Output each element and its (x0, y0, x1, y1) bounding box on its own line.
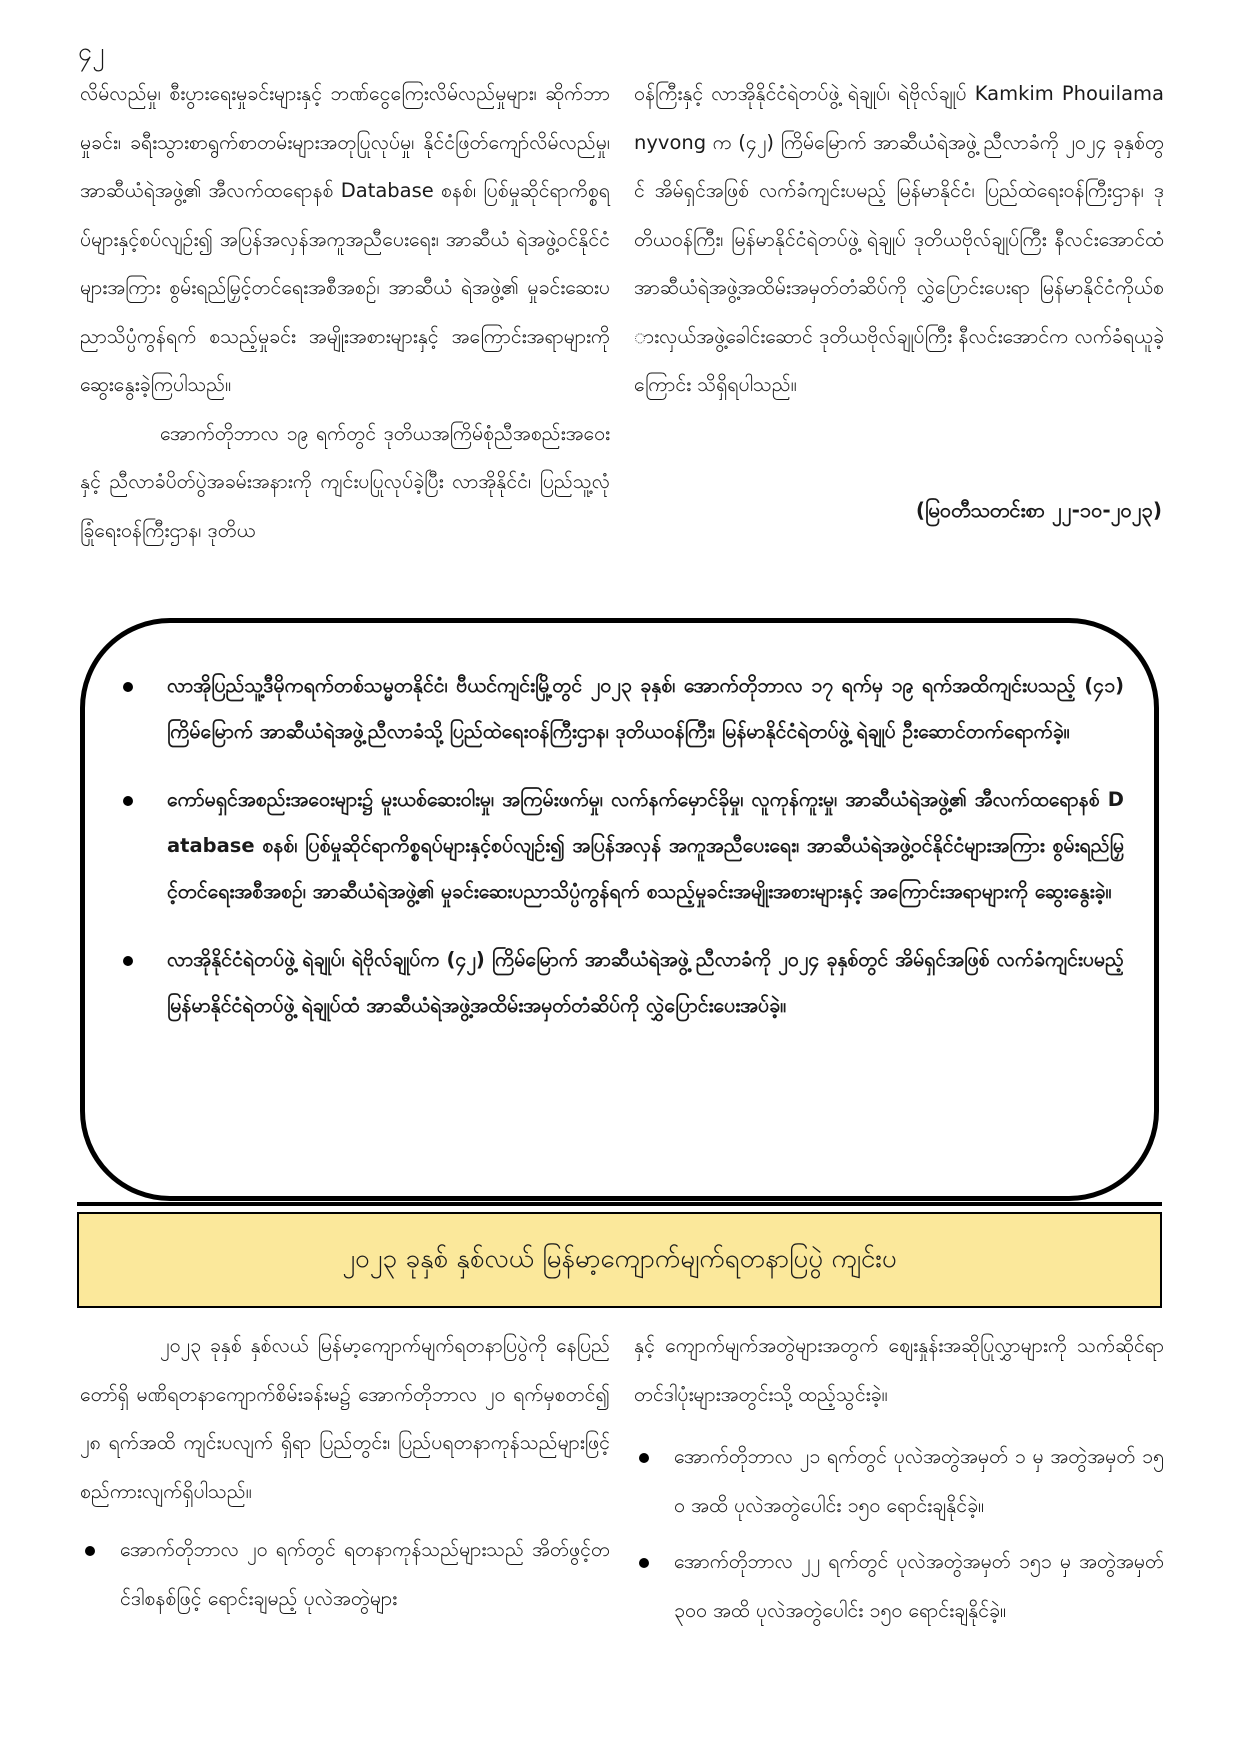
list-item-text: အောက်တိုဘာလ ၂၂ ရက်တွင် ပုလဲအတွဲအမှတ် ၁၅၁ မှ အတွဲအမှတ် ၃၀၀ အထိ ပုလဲအတွဲပေါင်း ၁၅၀ ရောင်းချနိုင်ခဲ့။ (674, 1550, 1164, 1622)
bottom-left-column (80, 1322, 610, 1631)
bullet-icon (123, 956, 133, 966)
page-number: ၄၂ (78, 37, 105, 66)
body-paragraph: ၂၀၂၃ ခုနှစ် နှစ်လယ် မြန်မာ့ကျောက်မျက်ရတနာပြပွဲကို နေပြည်တော်ရှိ မဏိရတနာကျောက်စိမ်းခန်းမ၌ အောက်တိုဘာလ ၂၀ ရက်မှစတင်၍ ၂၈ ရက်အထိ ကျင်းပလျက် ရှိရာ ပြည်တွင်း၊ ပြည်ပရတနာကုန်သည်များဖြင့် စည်ကားလျက်ရှိပါသည်။ (80, 1334, 610, 1503)
section-heading: ၂၀၂၃ ခုနှစ် နှစ်လယ် မြန်မာ့ကျောက်မျက်ရတနာပြပွဲ ကျင်းပ (77, 1212, 1162, 1308)
bullet-icon (123, 796, 133, 806)
list-item (634, 1433, 1164, 1530)
top-right-column (634, 70, 1164, 410)
summary-item (115, 937, 1124, 1029)
bullet-icon (639, 1558, 649, 1568)
bullet-list (634, 1433, 1164, 1635)
top-left-column (80, 70, 610, 555)
section-heading-band (77, 1202, 1162, 1312)
summary-text: လာအိုနိုင်ငံရဲတပ်ဖွဲ့ ရဲချုပ်၊ ရဲဗိုလ်ချုပ်က (၄၂) ကြိမ်မြောက် အာဆီယံရဲအဖွဲ့ ညီလာခံကို ၂၀၂၄ ခုနှစ်တွင် အိမ်ရှင်အဖြစ် လက်ခံကျင်းပမည့် မြန်မာနိုင်ငံရဲတပ်ဖွဲ့ ရဲချုပ်ထံ အာဆီယံရဲအဖွဲ့အထိမ်းအမှတ်တံဆိပ်ကို လွှဲပြောင်းပေးအပ်ခဲ့။ (167, 948, 1124, 1017)
summary-text: လာအိုပြည်သူ့ဒီမိုကရက်တစ်သမ္မတနိုင်ငံ၊ ဗီယင်ကျင်းမြို့တွင် ၂၀၂၃ ခုနှစ်၊ အောက်တိုဘာလ ၁၇ ရက်မှ ၁၉ ရက်အထိကျင်းပသည့် (၄၁) ကြိမ်မြောက် အာဆီယံရဲအဖွဲ့ညီလာခံသို့ ပြည်ထဲရေးဝန်ကြီးဌာန၊ ဒုတိယဝန်ကြီး၊ မြန်မာနိုင်ငံရဲတပ်ဖွဲ့ ရဲချုပ် ဦးဆောင်တက်ရောက်ခဲ့။ (167, 674, 1124, 743)
body-paragraph: ဝန်ကြီးနှင့် လာအိုနိုင်ငံရဲတပ်ဖွဲ့ ရဲချုပ်၊ ရဲဗိုလ်ချုပ် Kamkim Phouilamanyvong က (၄၂) ကြိမ်မြောက် အာဆီယံရဲအဖွဲ့ ညီလာခံကို ၂၀၂၄ ခုနှစ်တွင် အိမ်ရှင်အဖြစ် လက်ခံကျင်းပမည့် မြန်မာနိုင်ငံ၊ ပြည်ထဲရေးဝန်ကြီးဌာန၊ ဒုတိယဝန်ကြီး၊ မြန်မာနိုင်ငံရဲတပ်ဖွဲ့ ရဲချုပ် ဒုတိယဗိုလ်ချုပ်ကြီး နီလင်းအောင်ထံ အာဆီယံရဲအဖွဲ့အထိမ်းအမှတ်တံဆိပ်ကို လွှဲပြောင်းပေးရာ မြန်မာနိုင်ငံကိုယ်စားလှယ်အဖွဲ့ခေါင်းဆောင် ဒုတိယဗိုလ်ချုပ်ကြီး နီလင်းအောင်က လက်ခံရယူခဲ့ကြောင်း သိရှိရပါသည်။ (634, 82, 1164, 396)
bottom-right-column (634, 1322, 1164, 1643)
bullet-icon (639, 1453, 649, 1463)
summary-item (115, 777, 1124, 915)
bullet-icon (123, 682, 133, 692)
list-item-text: အောက်တိုဘာလ ၂၁ ရက်တွင် ပုလဲအတွဲအမှတ် ၁ မှ အတွဲအမှတ် ၁၅၀ အထိ ပုလဲအတွဲပေါင်း ၁၅၀ ရောင်းချနိုင်ခဲ့။ (674, 1445, 1164, 1517)
summary-box (80, 618, 1159, 1201)
body-paragraph: လိမ်လည်မှု၊ စီးပွားရေးမှုခင်းများနှင့် ဘဏ်ငွေကြေးလိမ်လည်မှုများ၊ ဆိုက်ဘာမှုခင်း၊ ခရီးသွားစာရွက်စာတမ်းများအတုပြုလုပ်မှု၊ နိုင်ငံဖြတ်ကျော်လိမ်လည်မှု၊ အာဆီယံရဲအဖွဲ့၏ အီလက်ထရောနစ် Database စနစ်၊ ပြစ်မှုဆိုင်ရာကိစ္စရပ်များနှင့်စပ်လျဉ်း၍ အပြန်အလှန်အကူအညီပေးရေး၊ အာဆီယံ ရဲအဖွဲ့ဝင်နိုင်ငံများအကြား စွမ်းရည်မြှင့်တင်ရေးအစီအစဉ်၊ အာဆီယံ ရဲအဖွဲ့၏ မှုခင်းဆေးပညာသိပ္ပံကွန်ရက် စသည့်မှုခင်း အမျိုးအစားများနှင့် အကြောင်းအရာများကို ဆွေးနွေးခဲ့ကြပါသည်။ (80, 82, 610, 396)
list-item (80, 1526, 610, 1623)
bullet-list (80, 1526, 610, 1623)
list-item (634, 1538, 1164, 1635)
heading-divider (77, 1202, 1162, 1206)
bullet-icon (85, 1546, 95, 1556)
source-credit: (မြဝတီသတင်းစာ ၂၂-၁၀-၂၀၂၃) (915, 498, 1162, 522)
summary-text: ကော်မရှင်အစည်းအဝေးများ၌ မူးယစ်ဆေးဝါးမှု၊ အကြမ်းဖက်မှု၊ လက်နက်မှောင်ခိုမှု၊ လူကုန်ကူးမှု၊ အာဆီယံရဲအဖွဲ့၏ အီလက်ထရောနစ် Database စနစ်၊ ပြစ်မှုဆိုင်ရာကိစ္စရပ်များနှင့်စပ်လျဉ်း၍ အပြန်အလှန် အကူအညီပေးရေး၊ အာဆီယံရဲအဖွဲ့ဝင်နိုင်ငံများအကြား စွမ်းရည်မြှင့်တင်ရေးအစီအစဉ်၊ အာဆီယံရဲအဖွဲ့၏ မှုခင်းဆေးပညာသိပ္ပံကွန်ရက် စသည့်မှုခင်းအမျိုးအစားများနှင့် အကြောင်းအရာများကို ဆွေးနွေးခဲ့။ (167, 788, 1124, 903)
list-item-text: အောက်တိုဘာလ ၂၀ ရက်တွင် ရတနာကုန်သည်များသည် အိတ်ဖွင့်တင်ဒါစနစ်ဖြင့် ရောင်းချမည့် ပုလဲအတွဲများ (120, 1538, 610, 1610)
body-paragraph: နှင့် ကျောက်မျက်အတွဲများအတွက် စျေးနှုန်းအဆိုပြုလွှာများကို သက်ဆိုင်ရာတင်ဒါပုံးများအတွင်းသို့ ထည့်သွင်းခဲ့။ (634, 1334, 1164, 1406)
body-paragraph: အောက်တိုဘာလ ၁၉ ရက်တွင် ဒုတိယအကြိမ်စုံညီအစည်းအဝေးနှင့် ညီလာခံပိတ်ပွဲအခမ်းအနားကို ကျင်းပပြုလုပ်ခဲ့ပြီး လာအိုနိုင်ငံ၊ ပြည်သူ့လုံခြုံရေးဝန်ကြီးဌာန၊ ဒုတိယ (80, 421, 610, 542)
summary-list (115, 663, 1124, 1051)
summary-item (115, 663, 1124, 755)
